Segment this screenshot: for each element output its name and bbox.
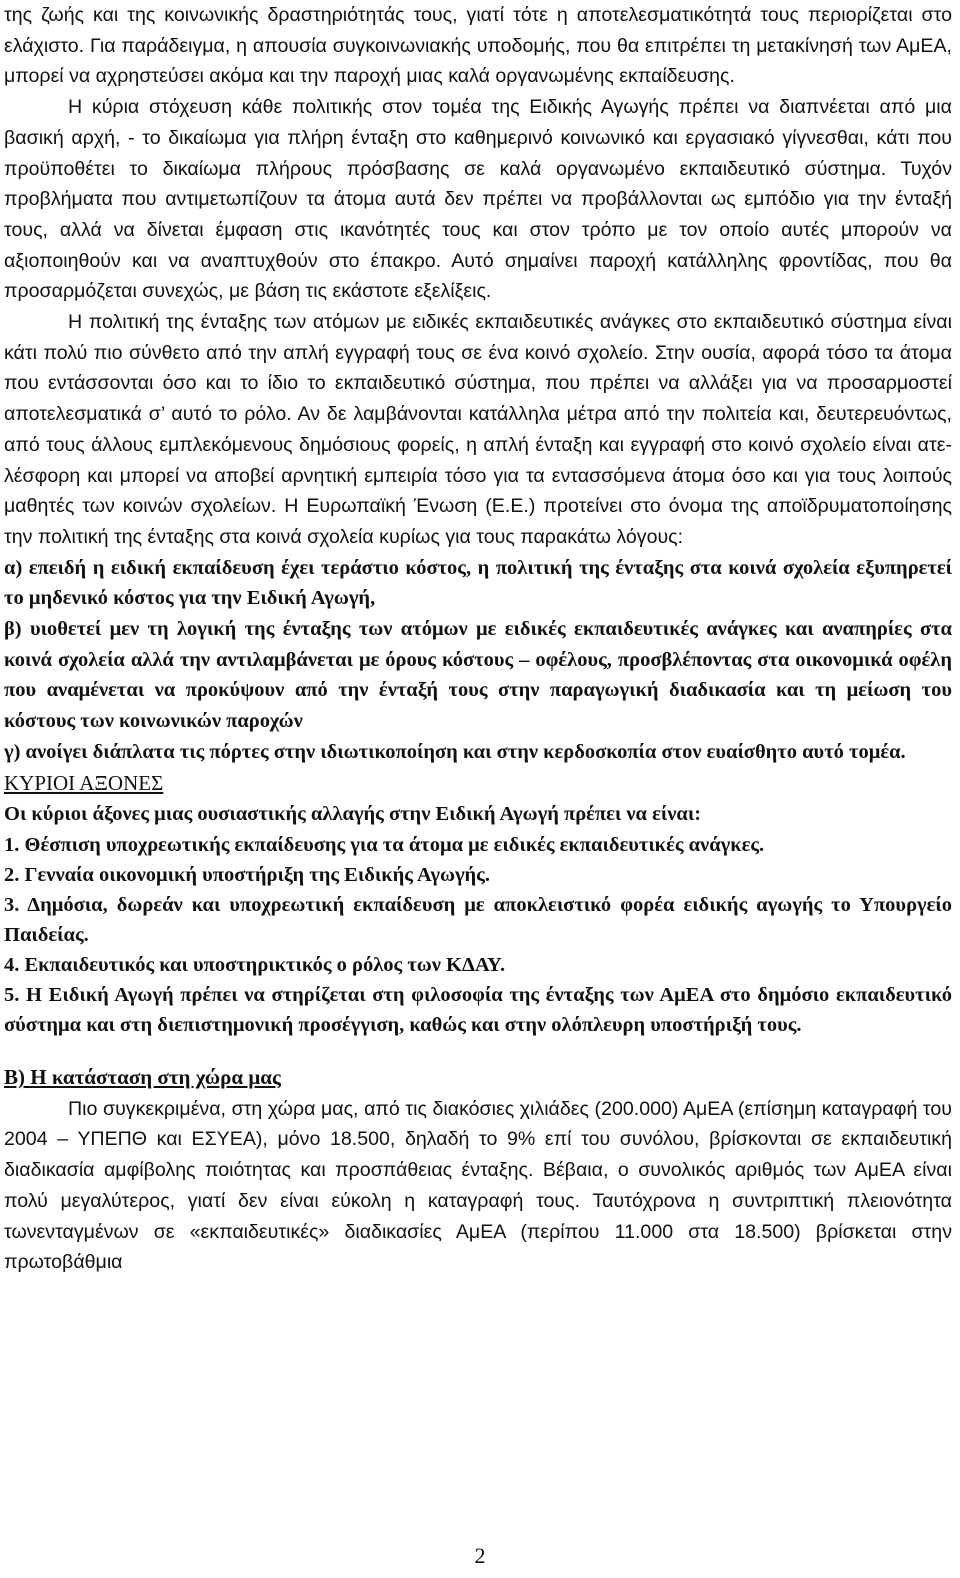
paragraph-intro: της ζωής και της κοινωνικής δραστηριότητάς τους, γιατί τότε η αποτελεσματικότητά τους περιορίζεται στο ελάχιστο. Για παράδειγμα, η απουσία συγκοινωνιακής υποδομής, που θα επιτρέπει τη μετακίνησή των ΑμΕΑ, μπορεί να αχρηστεύσει ακόμα και την παροχή μιας καλά οργανωμένης εκπαίδευσης. [4,4,952,88]
document-page [4,0,952,1278]
reason-b: β) υιοθετεί μεν τη λογική της ένταξης των ατόμων με ειδικές εκπαιδευτικές ανάγκες και αναπηρίες στα κοινά σχολεία αλλά την αντιλαμβάνεται με όρους κόστους – οφέλους, προσβλέποντας στα οικονομικά οφέλη που αναμένεται να προκύψουν από την ένταξή τους στην παραγωγική διαδικασία και τη μείωση του κόστους των κοινωνικών παροχών [4,618,952,733]
axis-item-2: 2. Γενναία οικονομική υποστήριξη της Ειδικής Αγωγής. [4,863,490,886]
axes-heading: ΚΥΡΙΟΙ ΑΞΟΝΕΣ [4,770,164,795]
paragraph-integration: Η πολιτική της ένταξης των ατόμων με ειδικές εκπαιδευτικές ανάγκες στο εκπαιδευτικό σύστημα είναι κάτι πολύ πιο σύνθετο από την απλή εγγραφή τους σε ένα κοινό σχολείο. Στην ουσία, αφορά τόσο τα άτομα που εντάσσονται όσο και το ίδιο το εκπαιδευτικό σύστημα, που πρέπει να αλλάξει για να προσαρμοστεί αποτελεσματικά σ’ αυτό το ρόλο. Αν δε λαμβάνονται κατάλληλα μέτρα από την πολιτεία και, δευτερευόντως, από τους άλλους εμπλεκόμενους δημόσιους φορείς, η απλή ένταξη και εγγραφή στο κοινό σχολείο είναι ατελέσφορη και μπορεί να αποβεί αρνητική εμπειρία τόσο για τα εντασσόμενα άτομα όσο και για τους λοιπούς μαθητές των κοινών σχολείων. Η Ευρωπαϊκή Ένωση (Ε.Ε.) προτείνει στο όνομα της αποϊδρυματοποίησης την πολιτική της ένταξης στα κοινά σχολεία κυρίως για τους παρακάτω λόγους: [4,311,952,548]
section-spacer [4,1040,952,1062]
axes-intro: Οι κύριοι άξονες μιας ουσιαστικής αλλαγής στην Ειδική Αγωγή πρέπει να είναι: [4,803,702,826]
axis-item-1: 1. Θέσπιση υποχρεωτικής εκπαίδευσης για τα άτομα με ειδικές εκπαιδευτικές ανάγκες. [4,833,765,856]
page-number: 2 [474,1543,486,1568]
section-b-heading: Β) Η κατάσταση στη χώρα μας [4,1064,281,1089]
axis-item-3: 3. Δημόσια, δωρεάν και υποχρεωτική εκπαίδευση με αποκλειστικό φορέα ειδικής αγωγής το Υπουργείο Παιδείας. [4,893,952,946]
axes-heading-wrapper [4,768,952,800]
axes-list [4,830,952,1040]
paragraph-country: Πιο συγκεκριμένα, στη χώρα μας, από τις διακόσιες χιλιάδες (200.000) ΑμΕΑ (επίσημη καταγραφή του 2004 – ΥΠΕΠΘ και ΕΣΥΕΑ), μόνο 18.500, δηλαδή το 9% επί του συνόλου, βρίσκονται σε εκπαιδευτική διαδικασία αμφίβολης ποιότητας και προσπάθειας ένταξης. Βέβαια, ο συνολικός αριθμός των ΑμΕΑ είναι πολύ μεγαλύτερος, γιατί δεν είναι εύκολη η καταγραφή τους. Ταυτόχρονα η συντριπτική πλειονότητα τωνενταγμένων σε «εκπαιδευτικές» διαδικασίες ΑμΕΑ (περίπου 11.000 στα 18.500) βρίσκεται στην πρωτοβάθμια [4,1097,952,1274]
paragraph-policy: Η κύρια στόχευση κάθε πολιτικής στον τομέα της Ειδικής Αγωγής πρέπει να διαπνέεται από μια βασική αρχή, - το δικαίωμα για πλήρη ένταξη στο καθημερινό κοινωνικό και εργασιακό γίγνεσθαι, κάτι που προϋποθέτει το δικαίωμα πλήρους πρόσβασης σε καλά οργανωμένο εκπαιδευτικό σύστημα. Τυχόν προβλήματα που αντιμετωπίζουν τα άτομα αυτά δεν πρέπει να προβάλλονται ως εμπόδιο για την ένταξή τους, αλλά να δίνεται έμφαση στις ικανότητές τους και στον τρόπο με τον οποίο αυτές μπορούν να αξιοποιηθούν και να αναπτυχθούν στο έπακρο. Αυτό σημαίνει παροχή κατάλληλης φροντίδας, που θα προσαρμόζεται συνεχώς, με βάση τις εκάστοτε εξελίξεις. [4,96,952,303]
section-b-heading-wrapper [4,1062,952,1094]
reason-a: α) επειδή η ειδική εκπαίδευση έχει τεράστιο κόστος, η πολιτική της ένταξης στα κοινά σχολεία εξυπηρετεί το μηδενικό κόστος για την Ειδική Αγωγή, [4,556,952,610]
axis-item-5: 5. Η Ειδική Αγωγή πρέπει να στηρίζεται στη φιλοσοφία της ένταξης των ΑμΕΑ στο δημόσιο εκπαιδευτικό σύστημα και στη διεπιστημονική προσέγγιση, καθώς και στην ολόπλευρη υποστήριξή τους. [4,983,952,1036]
axis-item-4: 4. Εκπαιδευτικός και υποστηρικτικός ο ρόλος των ΚΔΑΥ. [4,953,506,976]
reason-c: γ) ανοίγει διάπλατα τις πόρτες στην ιδιωτικοποίηση και στην κερδοσκοπία στον ευαίσθητο αυτό τομέα. [4,740,906,763]
